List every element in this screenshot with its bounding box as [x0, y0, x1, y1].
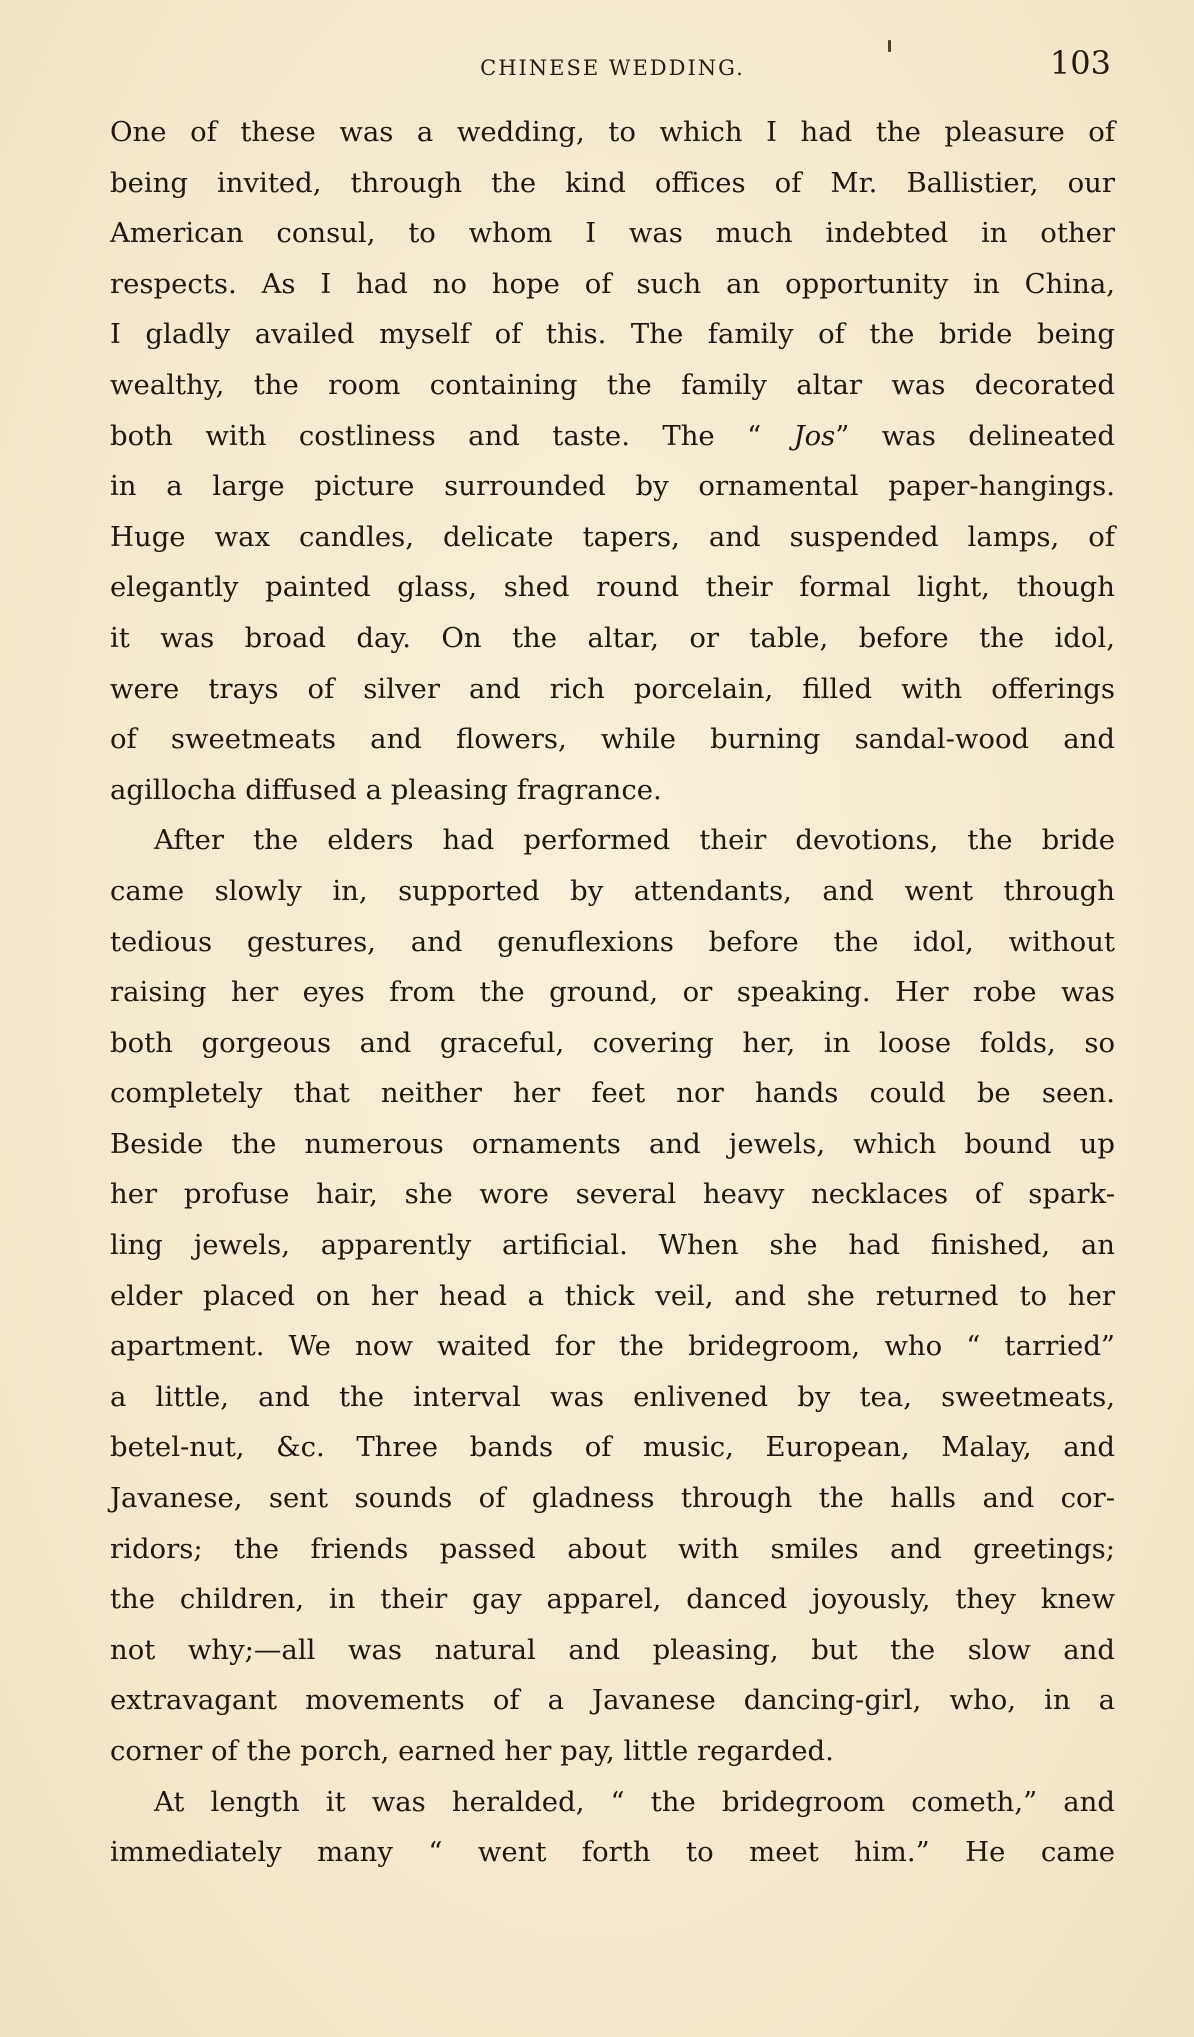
- text-line: tedious gestures, and genuflexions before the idol, without: [110, 925, 1115, 958]
- text-line: elegantly painted glass, shed round their formal light, though: [110, 571, 1115, 604]
- text-line: in a large picture surrounded by ornamental paper-hangings.: [110, 470, 1115, 503]
- running-title: CHINESE WEDDING.: [480, 56, 745, 80]
- text-line: a little, and the interval was enlivened by tea, sweetmeats,: [110, 1380, 1115, 1413]
- text-line: both gorgeous and graceful, covering her, in loose folds, so: [110, 1026, 1115, 1059]
- text-line: ling jewels, apparently artificial. When she had finished, an: [110, 1229, 1115, 1262]
- text-line: wealthy, the room containing the family altar was decorated: [110, 368, 1115, 401]
- text-line: At length it was heralded, “ the bridegroom cometh,” and: [154, 1785, 1115, 1818]
- text-line: agillocha diffused a pleasing fragrance.: [110, 773, 662, 806]
- running-head: [110, 44, 1115, 92]
- text-line: were trays of silver and rich porcelain, filled with offerings: [110, 672, 1115, 705]
- text-line: After the elders had performed their devotions, the bride: [154, 824, 1115, 857]
- text-line: it was broad day. On the altar, or table, before the idol,: [110, 621, 1115, 654]
- text-line: her profuse hair, she wore several heavy necklaces of spark-: [110, 1178, 1115, 1211]
- text-line: the children, in their gay apparel, danced joyously, they knew: [110, 1583, 1115, 1616]
- text-line: Javanese, sent sounds of gladness through the halls and cor-: [110, 1482, 1115, 1515]
- text-line: apartment. We now waited for the bridegroom, who “ tarried”: [110, 1330, 1115, 1363]
- italic-word: Jos: [793, 419, 836, 452]
- text-line: immediately many “ went forth to meet him.” He came: [110, 1836, 1115, 1869]
- text-line: One of these was a wedding, to which I had the pleasure of: [110, 116, 1115, 148]
- text-line: completely that neither her feet nor hands could be seen.: [110, 1077, 1115, 1110]
- text-line: not why;—all was natural and pleasing, but the slow and: [110, 1633, 1115, 1666]
- text-line: extravagant movements of a Javanese dancing-girl, who, in a: [110, 1684, 1115, 1717]
- text-line: of sweetmeats and flowers, while burning sandal-wood and: [110, 723, 1115, 756]
- page-number: 103: [1049, 44, 1111, 82]
- text-line: came slowly in, supported by attendants, and went through: [110, 874, 1115, 907]
- text-line: respects. As I had no hope of such an opportunity in China,: [110, 267, 1115, 300]
- text-line: Beside the numerous ornaments and jewels, which bound up: [110, 1127, 1115, 1160]
- text-line: I gladly availed myself of this. The family of the bride being: [110, 318, 1115, 351]
- text-line: elder placed on her head a thick veil, and she returned to her: [110, 1279, 1115, 1312]
- text-line: both with costliness and taste. The “ Jos” was delineated: [110, 419, 1115, 452]
- text-line: being invited, through the kind offices of Mr. Ballistier, our: [110, 166, 1115, 199]
- text-line: betel-nut, &c. Three bands of music, European, Malay, and: [110, 1431, 1115, 1464]
- text-line: American consul, to whom I was much indebted in other: [110, 217, 1115, 250]
- text-line: raising her eyes from the ground, or speaking. Her robe was: [110, 976, 1115, 1009]
- text-line: ridors; the friends passed about with smiles and greetings;: [110, 1532, 1115, 1565]
- ink-speck: [888, 40, 891, 52]
- body-text: [110, 107, 1115, 1878]
- text-line: Huge wax candles, delicate tapers, and suspended lamps, of: [110, 520, 1115, 553]
- text-line: corner of the porch, earned her pay, little regarded.: [110, 1735, 834, 1767]
